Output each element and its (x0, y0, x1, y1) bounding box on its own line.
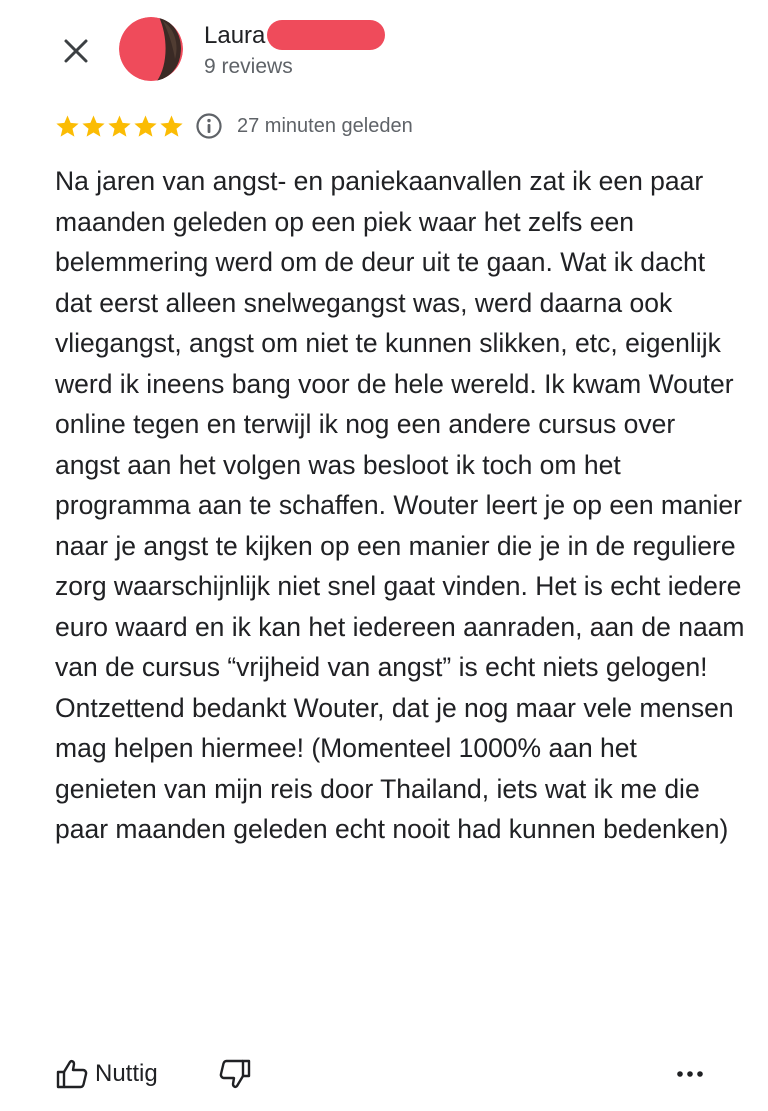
close-button[interactable] (58, 33, 94, 69)
star-icon (81, 114, 106, 139)
star-icon (107, 114, 132, 139)
review-timestamp: 27 minuten geleden (237, 114, 413, 137)
author-name[interactable] (204, 22, 385, 50)
helpful-label: Nuttig (95, 1060, 158, 1087)
review-text: Na jaren van angst- en paniekaanvallen zat ik een paar maanden geleden op een piek waar het zelfs een belemmering werd om de deur uit te gaan. Wat ik dacht dat eerst alleen snelwegangst was, werd daarna ook vliegangst, angst om niet te kunnen slikken, etc, eigenlijk werd ik ineens bang voor de hele wereld. Ik kwam Wouter online tegen en terwijl ik nog een andere cursus over angst aan het volgen was besloot ik toch om het programma aan te schaffen. Wouter leert je op een manier naar je angst te kijken op een manier die je in de reguliere zorg waarschijnlijk niet snel gaat vinden. Het is echt iedere euro waard en ik kan het iedereen aanraden, aan de naam van de cursus “vrijheid van angst” is echt niets gelogen! Ontzettend bedankt Wouter, dat je nog maar vele mensen mag helpen hiermee! (Momenteel 1000% aan het genieten van mijn reis door Thailand, iets wat ik me die paar maanden geleden echt nooit had kunnen bedenken) (55, 166, 745, 844)
review-actions (0, 1050, 768, 1100)
star-rating (55, 114, 185, 139)
rating-row (55, 110, 413, 142)
star-icon (55, 114, 80, 139)
not-helpful-button[interactable] (218, 1058, 252, 1095)
info-icon[interactable] (195, 112, 223, 140)
more-options-button[interactable] (672, 1056, 708, 1092)
thumbs-down-icon (218, 1058, 252, 1090)
review-header (0, 0, 768, 100)
thumbs-up-icon (55, 1058, 89, 1090)
avatar[interactable] (119, 17, 183, 81)
redaction-mark (267, 20, 385, 50)
author-name-text: Laura (204, 22, 266, 49)
review-count: 9 reviews (204, 55, 293, 78)
close-icon (63, 38, 89, 64)
star-icon (159, 114, 184, 139)
star-icon (133, 114, 158, 139)
more-horizontal-icon (676, 1070, 704, 1078)
helpful-button[interactable] (55, 1058, 158, 1090)
